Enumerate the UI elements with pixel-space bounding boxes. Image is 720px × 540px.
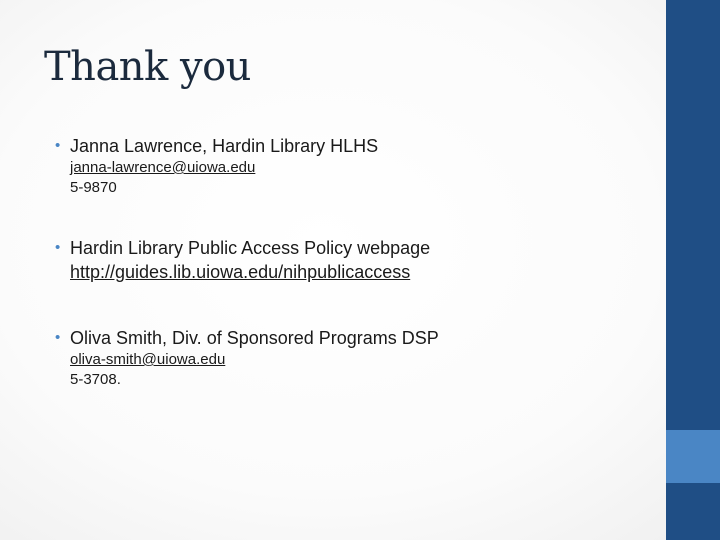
slide-title: Thank you — [44, 44, 251, 90]
bullet-text: Hardin Library Public Access Policy webpage — [70, 238, 431, 258]
bullet-policy-webpage — [44, 236, 430, 284]
sidebar-accent-block — [666, 430, 720, 483]
bullet-dot-icon: • — [55, 137, 61, 154]
phone-oliva: 5-3708. — [70, 371, 121, 388]
policy-webpage-link[interactable]: http://guides.lib.uiowa.edu/nihpublicaccess — [70, 262, 411, 282]
bullet-dot-icon: • — [55, 329, 61, 346]
bullet-text: Janna Lawrence, Hardin Library HLHS — [70, 136, 379, 156]
bullet-dot-icon: • — [55, 239, 61, 256]
bullet-contact-oliva — [44, 326, 439, 390]
email-link-oliva[interactable]: oliva-smith@uiowa.edu — [70, 351, 226, 368]
bullet-text: Oliva Smith, Div. of Sponsored Programs DSP — [70, 328, 439, 348]
bullet-contact-janna — [44, 134, 378, 198]
phone-janna: 5-9870 — [70, 179, 117, 196]
email-link-janna[interactable]: janna-lawrence@uiowa.edu — [70, 159, 256, 176]
